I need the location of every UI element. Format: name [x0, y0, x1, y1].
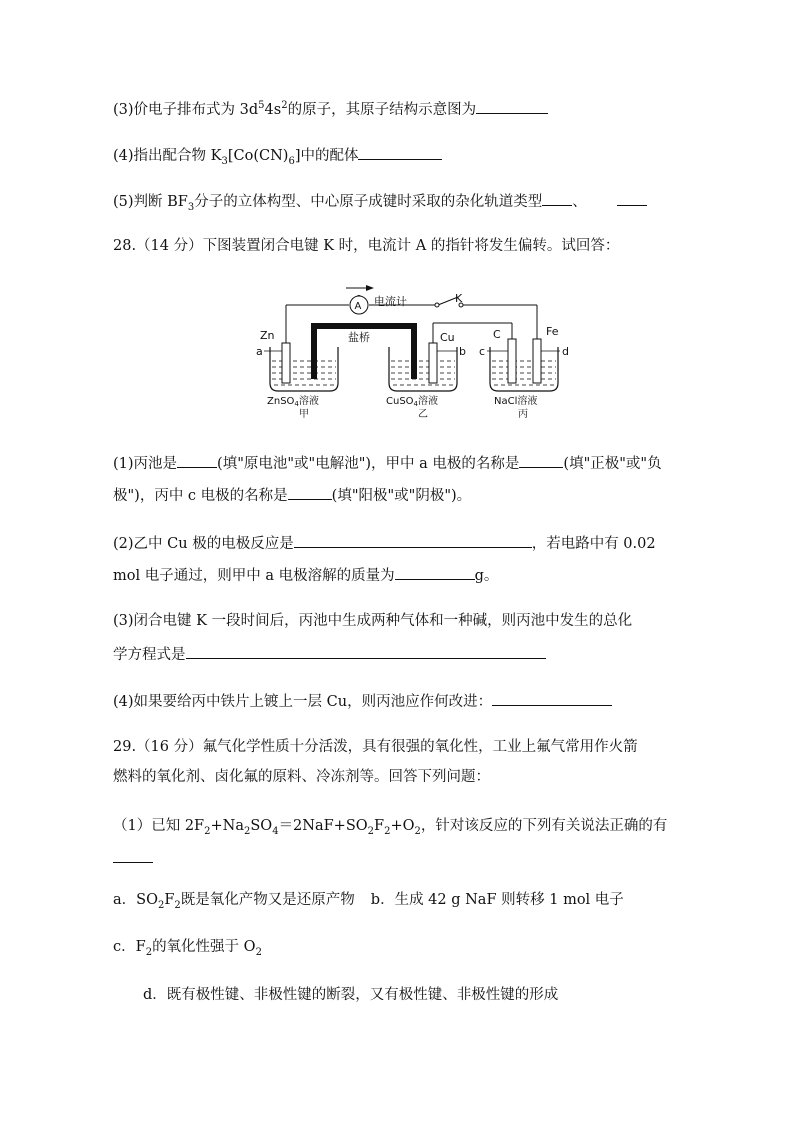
q28-part1-line1: (1)丙池是 (填"原电池"或"电解池")，甲中 a 电极的名称是 (填"正极"或"负 [113, 452, 662, 474]
cell-2-label: 乙 [418, 409, 428, 418]
option-d: d．既有极性键、非极性键的断裂，又有极性键、非极性键的形成 [143, 987, 559, 1003]
electrode-c-label: c [479, 345, 486, 358]
carbon-electrode [508, 339, 516, 383]
cu-electrode [429, 343, 437, 383]
cell-1-label: 甲 [299, 409, 309, 418]
solution-2-label: CuSO$_4$溶液 [386, 396, 439, 408]
electron-arrow-head [366, 285, 374, 291]
fe-electrode [533, 339, 541, 383]
q28-part3-line1: (3)闭合电键 K 一段时间后，丙池中生成两种气体和一种碱，则丙池中发生的总化 [113, 613, 633, 629]
salt-bridge-label: 盐桥 [348, 331, 370, 344]
electrochemistry-apparatus-diagram [250, 283, 580, 418]
option-b: b．生成 42 g NaF 则转移 1 mol 电子 [370, 892, 624, 908]
answer-blank[interactable] [294, 532, 532, 548]
q28-part3-line2: 学方程式是 [113, 643, 546, 665]
answer-blank[interactable] [358, 144, 442, 160]
answer-blank[interactable] [519, 452, 563, 468]
answer-blank[interactable] [617, 190, 647, 206]
answer-blank[interactable] [542, 190, 572, 206]
answer-blank[interactable] [177, 452, 217, 468]
option-c: c．$F_2$的氧化性强于 $O_2$ [113, 939, 262, 958]
electrode-b-label: b [459, 345, 466, 358]
beaker-3 [490, 347, 558, 391]
zn-label: Zn [260, 329, 275, 342]
q28-part2-line1: (2)乙中 Cu 极的电极反应是 ，若电路中有 0.02 [113, 532, 656, 554]
cu-label: Cu [440, 331, 455, 344]
q29-part1-blank-line [113, 847, 153, 869]
cell-3-label: 丙 [518, 409, 528, 418]
q29-intro-line2: 燃料的氧化剂、卤化氟的原料、冷冻剂等。回答下列问题： [113, 769, 490, 785]
fe-label: Fe [546, 325, 559, 338]
answer-blank[interactable] [186, 643, 546, 659]
q28-part2-line2: mol 电子通过，则甲中 a 电极溶解的质量为 g。 [113, 564, 498, 586]
zn-electrode [282, 343, 290, 383]
q27-line-3: (3)价电子排布式为 $3d^54s^2$的原子，其原子结构示意图为 [113, 98, 548, 120]
option-a: a．$SO_2F_2$既是氧化产物又是还原产物 [113, 892, 355, 911]
beaker-2 [389, 347, 457, 391]
q27-line-4: (4)指出配合物 $K_3[Co(CN)_6]$中的配体 [113, 144, 442, 166]
electrode-d-label: d [562, 345, 569, 358]
answer-blank[interactable] [395, 564, 475, 580]
electrode-a-label: a [256, 345, 263, 358]
answer-blank[interactable] [113, 847, 153, 863]
q28-part4: (4)如果要给丙中铁片上镀上一层 Cu，则丙池应作何改进： [113, 690, 612, 712]
q28-intro: 28.（14 分）下图装置闭合电键 K 时，电流计 A 的指针将发生偏转。试回答： [113, 238, 620, 254]
switch-contact-left [435, 303, 439, 307]
beaker-1 [270, 347, 338, 391]
q27-line-5: (5)判断 $BF_3$分子的立体构型、中心原子成键时采取的杂化轨道类型 、 [113, 190, 647, 212]
q29-intro-line1: 29.（16 分）氟气化学性质十分活泼，具有很强的氧化性，工业上氟气常用作火箭 [113, 739, 638, 755]
answer-blank[interactable] [288, 484, 332, 500]
q29-options-ab [113, 890, 624, 910]
answer-blank[interactable] [476, 98, 548, 114]
q29-part1: （1）已知 $2F_2+Na_2SO_4=2NaF+SO_2F_2+O_2$，针对该反应的下列有关说法正确的有 [113, 818, 668, 837]
carbon-label: C [493, 328, 501, 341]
ammeter-letter: A [354, 301, 362, 312]
ammeter-label: 电流计 [374, 295, 407, 308]
answer-blank[interactable] [492, 690, 612, 706]
solution-3-label: NaCl溶液 [494, 396, 538, 407]
q28-part1-line2: 极")，丙中 c 电极的名称是 (填"阳极"或"阴极")。 [113, 484, 471, 506]
solution-1-label: ZnSO$_4$溶液 [267, 396, 319, 408]
switch-label: K [455, 292, 463, 305]
